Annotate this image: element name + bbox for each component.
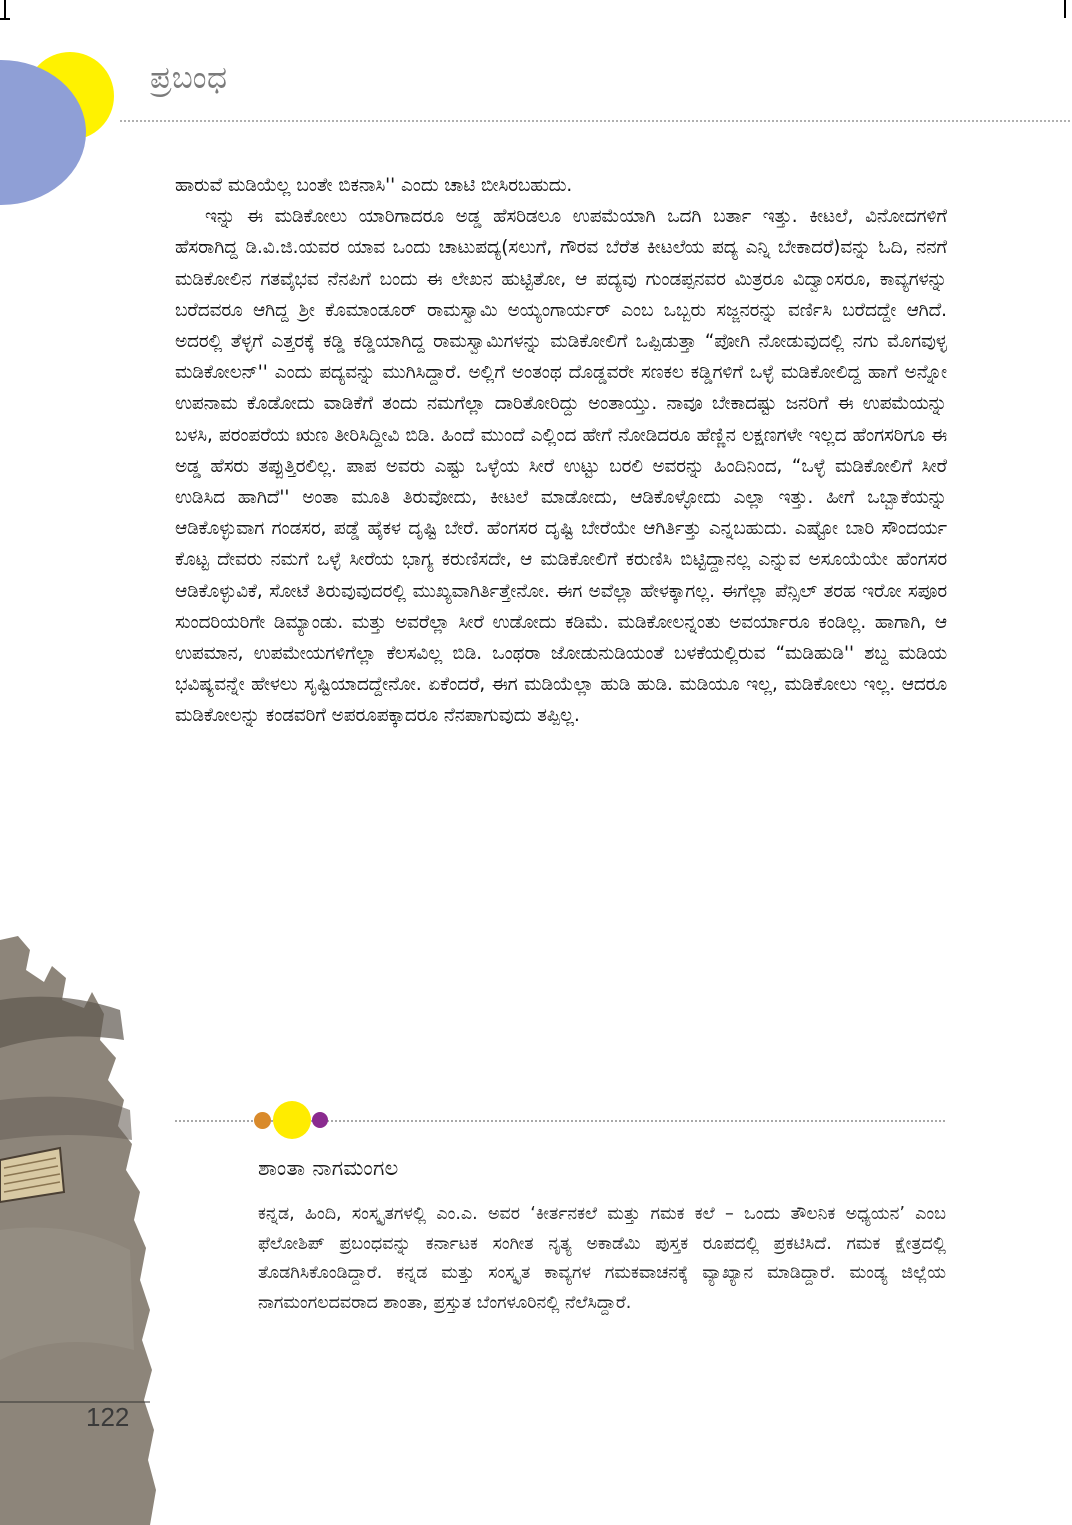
header-dotted-divider (120, 120, 1070, 122)
essay-body (175, 170, 947, 732)
decorative-purple-dot (312, 1112, 328, 1128)
author-name: ಶಾಂತಾ ನಾಗಮಂಗಲ (258, 1156, 399, 1180)
crop-mark-top-left (4, 0, 6, 18)
author-bio: ಕನ್ನಡ, ಹಿಂದಿ, ಸಂಸ್ಕೃತಗಳಲ್ಲಿ ಎಂ.ಎ. ಅವರ ‘ಕೀರ್ತನಕಲೆ ಮತ್ತು ಗಮಕ ಕಲೆ – ಒಂದು ತೌಲನಿಕ ಅಧ್ಯಯನ’ ಎಂಬ ಫೆಲೋಶಿಪ್ ಪ್ರಬಂಧವನ್ನು ಕರ್ನಾಟಕ ಸಂಗೀತ ನೃತ್ಯ ಅಕಾಡೆಮಿ ಪುಸ್ತಕ ರೂಪದಲ್ಲಿ ಪ್ರಕಟಿಸಿದೆ. ಗಮಕ ಕ್ಷೇತ್ರದಲ್ಲಿ ತೊಡಗಿಸಿಕೊಂಡಿದ್ದಾರೆ. ಕನ್ನಡ ಮತ್ತು ಸಂಸ್ಕೃತ ಕಾವ್ಯಗಳ ಗಮಕವಾಚನಕ್ಕೆ ವ್ಯಾಖ್ಯಾನ ಮಾಡಿದ್ದಾರೆ. ಮಂಡ್ಯ ಜಿಲ್ಲೆಯ ನಾಗಮಂಗಲದವರಾದ ಶಾಂತಾ, ಪ್ರಸ್ತುತ ಬೆಂಗಳೂರಿನಲ್ಲಿ ನೆಲೆಸಿದ್ದಾರೆ. (258, 1204, 946, 1313)
section-title: ಪ್ರಬಂಧ (150, 60, 228, 96)
essay-paragraph: ಇನ್ನು ಈ ಮಡಿಕೋಲು ಯಾರಿಗಾದರೂ ಅಡ್ಡ ಹೆಸರಿಡಲೂ ಉಪಮೆಯಾಗಿ ಒದಗಿ ಬರ್ತಾ ಇತ್ತು. ಕೀಟಲೆ, ವಿನೋದಗಳಿಗೆ ಹೆಸರಾಗಿದ್ದ ಡಿ.ವಿ.ಜಿ.ಯವರ ಯಾವ ಒಂದು ಚಾಟುಪದ್ಯ(ಸಲುಗೆ, ಗೌರವ ಬೆರೆತ ಕೀಟಲೆಯ ಪದ್ಯ ಎನ್ನಿ ಬೇಕಾದರೆ)ವನ್ನು ಓದಿ, ನನಗೆ ಮಡಿಕೋಲಿನ ಗತವೈಭವ ನೆನಪಿಗೆ ಬಂದು ಈ ಲೇಖನ ಹುಟ್ಟಿತೋ, ಆ ಪದ್ಯವು ಗುಂಡಪ್ಪನವರ ಮಿತ್ರರೂ ವಿದ್ವಾಂಸರೂ, ಕಾವ್ಯಗಳನ್ನು ಬರೆದವರೂ ಆಗಿದ್ದ ಶ್ರೀ ಕೊಮಾಂಡೂರ್ ರಾಮಸ್ವಾಮಿ ಅಯ್ಯಂಗಾರ್ಯರ್ ಎಂಬ ಒಬ್ಬರು ಸಜ್ಜನರನ್ನು ವರ್ಣಿಸಿ ಬರೆದದ್ದೇ ಆಗಿದೆ. ಅದರಲ್ಲಿ ತೆಳ್ಳಗೆ ಎತ್ತರಕ್ಕೆ ಕಡ್ಡಿ ಕಡ್ಡಿಯಾಗಿದ್ದ ರಾಮಸ್ವಾಮಿಗಳನ್ನು ಮಡಿಕೋಲಿಗೆ ಒಪ್ಪಿಡುತ್ತಾ “ಪೋಗಿ ನೋಡುವುದಲ್ಲಿ ನಗು ಮೊಗವುಳ್ಳ ಮಡಿಕೋಲನ್'' ಎಂದು ಪದ್ಯವನ್ನು ಮುಗಿಸಿದ್ದಾರೆ. ಅಲ್ಲಿಗೆ ಅಂತಂಥ ದೊಡ್ಡವರೇ ಸಣಕಲ ಕಡ್ಡಿಗಳಿಗೆ ಒಳ್ಳೆ ಮಡಿಕೋಲಿದ್ದ ಹಾಗೆ ಅನ್ನೋ ಉಪನಾಮ ಕೊಡೋದು ವಾಡಿಕೆಗೆ ತಂದು ನಮಗೆಲ್ಲಾ ದಾರಿತೋರಿದ್ದು ಅಂತಾಯ್ತು. ನಾವೂ ಬೇಕಾದಷ್ಟು ಜನರಿಗೆ ಈ ಉಪಮೆಯನ್ನು ಬಳಸಿ, ಪರಂಪರೆಯ ಋಣ ತೀರಿಸಿದ್ದೀವಿ ಬಿಡಿ. ಹಿಂದೆ ಮುಂದೆ ಎಲ್ಲಿಂದ ಹೇಗೆ ನೋಡಿದರೂ ಹೆಣ್ಣಿನ ಲಕ್ಷಣಗಳೇ ಇಲ್ಲದ ಹೆಂಗಸರಿಗೂ ಈ ಅಡ್ಡ ಹೆಸರು ತಪ್ಪುತ್ತಿರಲಿಲ್ಲ. ಪಾಪ ಅವರು ಎಷ್ಟು ಒಳ್ಳೆಯ ಸೀರೆ ಉಟ್ಟು ಬರಲಿ ಅವರನ್ನು ಹಿಂದಿನಿಂದ, “ಒಳ್ಳೆ ಮಡಿಕೋಲಿಗೆ ಸೀರೆ ಉಡಿಸಿದ ಹಾಗಿದೆ'' ಅಂತಾ ಮೂತಿ ತಿರುವೋದು, ಕೀಟಲೆ ಮಾಡೋದು, ಆಡಿಕೊಳ್ಳೋದು ಎಲ್ಲಾ ಇತ್ತು. ಹೀಗೆ ಒಬ್ಬಾಕೆಯನ್ನು ಆಡಿಕೊಳ್ಳುವಾಗ ಗಂಡಸರ, ಪಡ್ಡೆ ಹೈಕಳ ದೃಷ್ಟಿ ಬೇರೆ. ಹೆಂಗಸರ ದೃಷ್ಟಿ ಬೇರೆಯೇ ಆಗಿರ್ತಿತ್ತು ಎನ್ನಬಹುದು. ಎಷ್ಟೋ ಬಾರಿ ಸೌಂದರ್ಯ ಕೊಟ್ಟ ದೇವರು ನಮಗೆ ಒಳ್ಳೆ ಸೀರೆಯ ಭಾಗ್ಯ ಕರುಣಿಸದೇ, ಆ ಮಡಿಕೋಲಿಗೆ ಕರುಣಿಸಿ ಬಿಟ್ಟಿದ್ದಾನಲ್ಲ ಎನ್ನುವ ಅಸೂಯೆಯೇ ಹೆಂಗಸರ ಆಡಿಕೊಳ್ಳುವಿಕೆ, ಸೋಟೆ ತಿರುವುವುದರಲ್ಲಿ ಮುಖ್ಯವಾಗಿರ್ತಿತ್ತೇನೋ. ಈಗ ಅವೆಲ್ಲಾ ಹೇಳಕ್ಕಾಗಲ್ಲ. ಈಗೆಲ್ಲಾ ಪೆನ್ಸಿಲ್ ತರಹ ಇರೋ ಸಪೂರ ಸುಂದರಿಯರಿಗೇ ಡಿಮ್ಯಾಂಡು. ಮತ್ತು ಅವರೆಲ್ಲಾ ಸೀರೆ ಉಡೋದು ಕಡಿಮೆ. ಮಡಿಕೋಲನ್ನಂತು ಅವರ್ಯಾರೂ ಕಂಡಿಲ್ಲ. ಹಾಗಾಗಿ, ಆ ಉಪಮಾನ, ಉಪಮೇಯಗಳಿಗೆಲ್ಲಾ ಕೆಲಸವಿಲ್ಲ ಬಿಡಿ. ಒಂಥರಾ ಜೋಡುನುಡಿಯಂತೆ ಬಳಕೆಯಲ್ಲಿರುವ “ಮಡಿಹುಡಿ'' ಶಬ್ದ ಮಡಿಯ ಭವಿಷ್ಯವನ್ನೇ ಹೇಳಲು ಸೃಷ್ಟಿಯಾದದ್ದೇನೋ. ಏಕೆಂದರೆ, ಈಗ ಮಡಿಯೆಲ್ಲಾ ಹುಡಿ ಹುಡಿ. ಮಡಿಯೂ ಇಲ್ಲ, ಮಡಿಕೋಲು ಇಲ್ಲ. ಆದರೂ ಮಡಿಕೋಲನ್ನು ಕಂಡವರಿಗೆ ಅಪರೂಪಕ್ಕಾದರೂ ನೆನಪಾಗುವುದು ತಪ್ಪಿಲ್ಲ. (175, 206, 947, 727)
page-number: 122 (86, 1402, 130, 1432)
paper-texture (0, 1228, 134, 1361)
decorative-yellow-dot (273, 1101, 311, 1139)
torn-paper-illustration (0, 930, 160, 1525)
essay-paragraph: ಹಾರುವೆ ಮಡಿಯೆಲ್ಲ ಬಂತೇ ಬಿಕನಾಸಿ'' ಎಂದು ಚಾಟಿ ಬೀಸಿರಬಹುದು. (175, 175, 573, 196)
decorative-orange-dot (254, 1112, 271, 1129)
crop-mark-left (0, 18, 10, 20)
crop-mark-top-right (1064, 0, 1066, 18)
